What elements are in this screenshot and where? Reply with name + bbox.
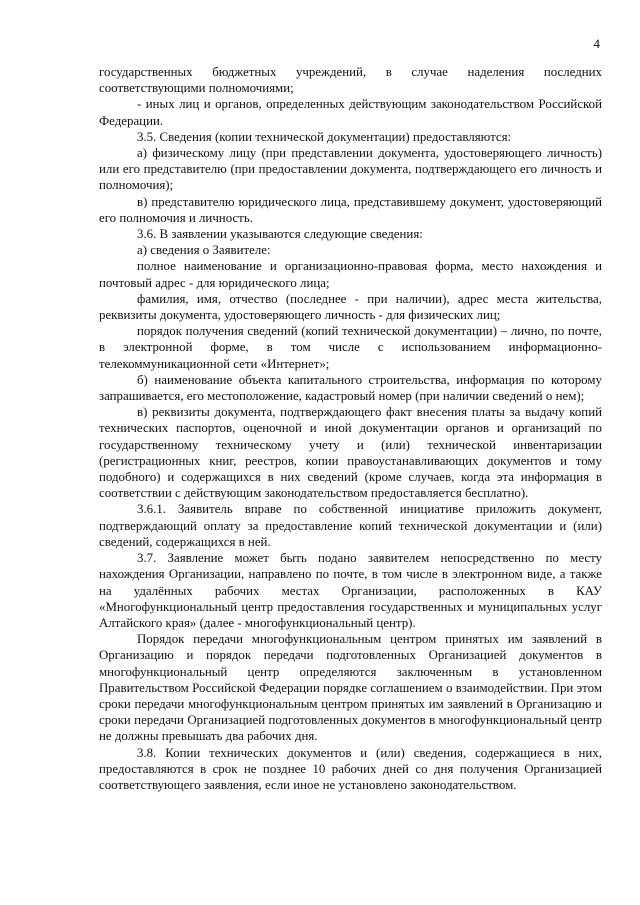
paragraph: 3.5. Сведения (копии технической документации) предоставляются: — [137, 129, 512, 144]
paragraph: 3.6. В заявлении указываются следующие сведения: — [137, 227, 423, 242]
paragraph: фамилия, имя, отчество (последнее - при наличии), адрес места жительства, реквизиты документа, удостоверяющего личность - для физических лиц; — [99, 291, 602, 323]
paragraph: 3.6.1. Заявитель вправе по собственной инициативе приложить документ, подтверждающий оплату за предоставление копий технической документации и (или) сведений, содержащихся в ней. — [99, 502, 602, 549]
paragraph: 3.7. Заявление может быть подано заявителем непосредственно по месту нахождения Организации, направлено по почте, в том числе в электронном виде, а также на удалённых рабочих местах Организации, расположенных в КАУ «Многофункциональный центр предоставления государственных и муниципальных услуг Алтайского края» (далее - многофункциональный центр). — [99, 551, 602, 630]
paragraph: порядок получения сведений (копий технической документации) – лично, по почте, в электронной форме, в том числе с использованием информационно-телекоммуникационной сети «Интернет»; — [99, 324, 602, 371]
paragraph: в) реквизиты документа, подтверждающего факт внесения платы за выдачу копий технических паспортов, оценочной и иной документации органов и организаций по государственному техническому учету и (или) технической инвентаризации (регистрационных книг, реестров, копии правоустанавливающих документов и тому подобного) и содержащихся в них сведений (кроме случаев, когда эта информация в соответствии с действующим законодательством предоставляется бесплатно). — [99, 405, 602, 501]
paragraph: государственных бюджетных учреждений, в случае наделения последних соответствующими полномочиями; — [99, 65, 602, 96]
document-body — [99, 64, 602, 793]
paragraph: а) сведения о Заявителе: — [137, 243, 271, 258]
page-number: 4 — [593, 36, 600, 51]
paragraph: а) физическому лицу (при представлении документа, удостоверяющего личность) или его представителю (при предоставлении документа, подтверждающего его личность и полномочия); — [99, 146, 602, 193]
paragraph: полное наименование и организационно-правовая форма, место нахождения и почтовый адрес - для юридического лица; — [99, 259, 602, 290]
paragraph: 3.8. Копии технических документов и (или) сведения, содержащиеся в них, предоставляются в срок не позднее 10 рабочих дней со дня получения Организацией соответствующего заявления, если иное не установлено законодательством. — [99, 745, 602, 792]
paragraph: в) представителю юридического лица, представившему документ, удостоверяющий его полномочия и личность. — [99, 194, 602, 225]
paragraph: Порядок передачи многофункциональным центром принятых им заявлений в Организацию и порядок передачи подготовленных Организацией документов в многофункциональный центр определяются заключенным в установленном Правительством Российской Федерации порядке соглашением о взаимодействии. При этом сроки передачи многофункциональным центром принятых им заявлений в Организацию и сроки передачи Организацией подготовленных документов в многофункциональный центр не должны превышать два рабочих дня. — [99, 632, 602, 744]
paragraph: - иных лиц и органов, определенных действующим законодательством Российской Федерации. — [99, 97, 602, 128]
paragraph: б) наименование объекта капитального строительства, информация по которому запрашивается, его местоположение, кадастровый номер (при наличии сведений о нем); — [99, 372, 602, 404]
